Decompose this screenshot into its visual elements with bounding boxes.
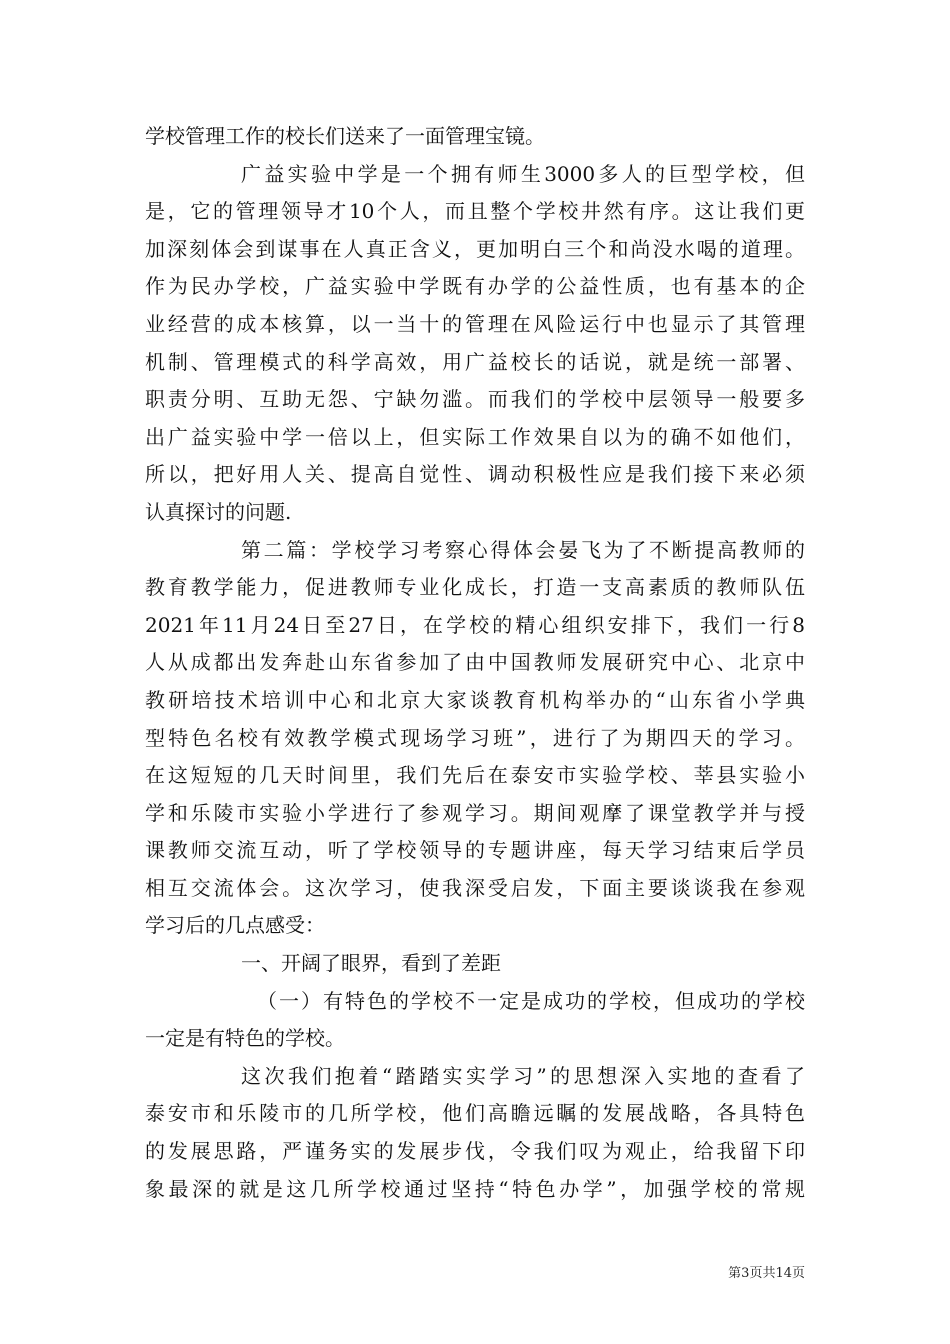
text-line: 作为民办学校，广益实验中学既有办学的公益性质，也有基本的企 bbox=[145, 274, 805, 299]
text-line: 加深刻体会到谋事在人真正含义，更加明白三个和尚没水喝的道理。 bbox=[145, 236, 805, 261]
text-line: 教研培技术培训中心和北京大家谈教育机构举办的“山东省小学典 bbox=[145, 687, 805, 712]
text-line: 业经营的成本核算，以一当十的管理在风险运行中也显示了其管理 bbox=[145, 311, 805, 336]
section-heading: 一、开阔了眼界，看到了差距 bbox=[241, 951, 501, 976]
text-line: 学习后的几点感受： bbox=[145, 913, 325, 938]
text-line: 职责分明、互助无怨、宁缺勿滥。而我们的学校中层领导一般要多 bbox=[145, 387, 805, 412]
text-line: 学校管理工作的校长们送来了一面管理宝镜。 bbox=[145, 124, 545, 148]
text-line: 2021年11月24日至27日，在学校的精心组织安排下，我们一行8 bbox=[145, 612, 805, 637]
text-line: 是，它的管理领导才10个人，而且整个学校井然有序。这让我们更 bbox=[145, 199, 805, 224]
text-line: 教育教学能力，促进教师专业化成长，打造一支高素质的教师队伍 bbox=[145, 575, 805, 600]
document-body bbox=[145, 118, 805, 1208]
text-line: 第二篇：学校学习考察心得体会晏飞为了不断提高教师的 bbox=[241, 537, 805, 562]
text-line: 泰安市和乐陵市的几所学校，他们高瞻远瞩的发展战略，各具特色 bbox=[145, 1101, 805, 1126]
text-line: 型特色名校有效教学模式现场学习班”，进行了为期四天的学习。 bbox=[145, 725, 805, 750]
text-line: 机制、管理模式的科学高效，用广益校长的话说，就是统一部署、 bbox=[145, 349, 805, 374]
text-line: 认真探讨的问题. bbox=[145, 499, 292, 524]
text-line: 一定是有特色的学校。 bbox=[145, 1026, 345, 1051]
subsection-heading: （一）有特色的学校不一定是成功的学校，但成功的学校 bbox=[257, 988, 805, 1013]
text-line: 在这短短的几天时间里，我们先后在泰安市实验学校、莘县实验小 bbox=[145, 763, 805, 788]
text-line: 广益实验中学是一个拥有师生3000多人的巨型学校，但 bbox=[241, 161, 805, 186]
text-line: 象最深的就是这几所学校通过坚持“特色办学”，加强学校的常规 bbox=[145, 1176, 805, 1201]
text-line: 学和乐陵市实验小学进行了参观学习。期间观摩了课堂教学并与授 bbox=[145, 800, 805, 825]
text-line: 人从成都出发奔赴山东省参加了由中国教师发展研究中心、北京中 bbox=[145, 650, 805, 675]
text-line: 课教师交流互动，听了学校领导的专题讲座，每天学习结束后学员 bbox=[145, 838, 805, 863]
text-line: 的发展思路，严谨务实的发展步伐，令我们叹为观止，给我留下印 bbox=[145, 1139, 805, 1164]
text-line: 这次我们抱着“踏踏实实学习”的思想深入实地的查看了 bbox=[241, 1063, 805, 1088]
text-line: 出广益实验中学一倍以上，但实际工作效果自以为的确不如他们， bbox=[145, 424, 805, 449]
page-number-footer: 第3页共14页 bbox=[728, 1266, 805, 1281]
text-line: 相互交流体会。这次学习，使我深受启发，下面主要谈谈我在参观 bbox=[145, 875, 805, 900]
text-line: 所以，把好用人关、提高自觉性、调动积极性应是我们接下来必须 bbox=[145, 462, 805, 487]
